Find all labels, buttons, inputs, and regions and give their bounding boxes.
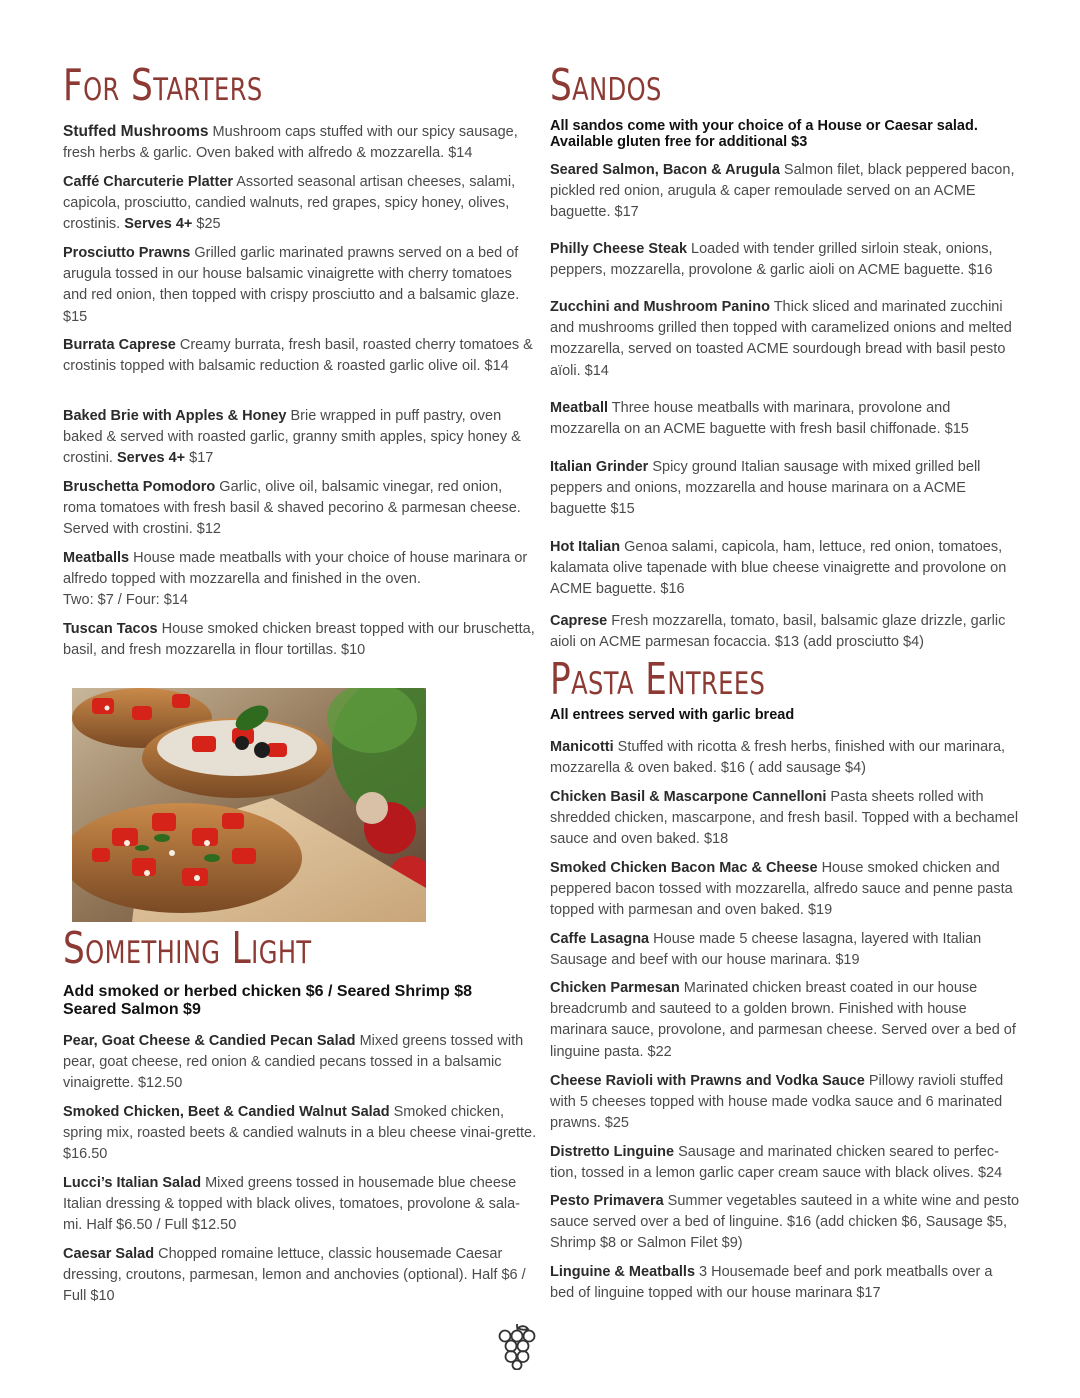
item-desc: Three house meatballs with marinara, provolone and mozzarella on an ACME baguette with fresh basil chiffonade. $15 [550, 400, 969, 438]
item-name: Meatball [550, 400, 609, 416]
item-desc: House made 5 cheese lasagna, layered with Italian Sausage and beef with our house marinara. $19 [550, 931, 982, 969]
menu-item [63, 243, 538, 328]
menu-item [550, 239, 1020, 281]
item-serves: Serves 4+ [124, 216, 193, 233]
menu-item [63, 406, 538, 470]
item-desc: Summer vegetables sauteed in a white wine and pesto sauce served over a bed of linguine. $16 (add chicken $6, Sausage $5, Shrimp $8 or Salmon Filet $9) [550, 1193, 1020, 1252]
section-heading-light: Something Light [63, 923, 312, 974]
item-name: Caesar Salad [63, 1246, 155, 1262]
menu-item [550, 537, 1020, 601]
item-name: Lucci’s Italian Salad [63, 1175, 202, 1191]
item-name: Tuscan Tacos [63, 621, 158, 637]
pasta-note: All entrees served with garlic bread [550, 707, 795, 723]
item-desc: 3 Housemade beef and pork meatballs over a bed of linguine topped with our house marinara $17 [550, 1264, 993, 1302]
menu-item [550, 1262, 1020, 1304]
item-price: $17 [185, 450, 214, 467]
item-desc: Mushroom caps stuffed with our spicy sausage, fresh herbs & garlic. Oven baked with alfredo & mozzarella. $14 [63, 124, 518, 162]
item-desc: Loaded with tender grilled sirloin steak, onions, peppers, mozzarella, provolone & garlic aioli on ACME baguette. $16 [550, 241, 993, 279]
grapes-icon [497, 1322, 537, 1370]
menu-item [550, 297, 1020, 382]
item-desc: House made meatballs with your choice of house marinara or alfredo topped with mozzarella and finished in the oven. [63, 550, 528, 588]
menu-item [550, 1191, 1020, 1255]
item-desc: Sausage and marinated chicken seared to perfec-tion, tossed in a lemon garlic caper cream sauce with black olives. $24 [550, 1144, 1003, 1182]
item-name: Burrata Caprese [63, 337, 176, 353]
menu-item [550, 160, 1020, 224]
item-name: Linguine & Meatballs [550, 1264, 696, 1280]
item-serves: Serves 4+ [117, 450, 186, 467]
bruschetta-photo [72, 688, 426, 922]
item-name: Cheese Ravioli with Prawns and Vodka Sauce [550, 1073, 865, 1089]
item-name: Seared Salmon, Bacon & Arugula [550, 162, 780, 178]
section-heading-sandos: Sandos [550, 60, 662, 111]
menu-item [63, 335, 538, 377]
menu-item [63, 1173, 538, 1237]
item-desc: Salmon filet, black peppered bacon, pickled red onion, arugula & caper remoulade served on an ACME baguette. $17 [550, 162, 1015, 221]
item-name: Chicken Basil & Mascarpone Cannelloni [550, 789, 827, 805]
item-name: Smoked Chicken, Beet & Candied Walnut Salad [63, 1104, 390, 1120]
item-name: Caffé Charcuterie Platter [63, 174, 234, 190]
menu-item [550, 978, 1020, 1063]
item-desc: Mixed greens tossed with pear, goat cheese, red onion & candied pecans tossed in a balsamic vinaigrette. $12.50 [63, 1033, 524, 1092]
item-desc: Pasta sheets rolled with shredded chicken, mascarpone, and fresh basil. Topped with a bechamel sauce and oven baked. $18 [550, 789, 1019, 848]
menu-item [550, 398, 1020, 440]
item-name: Meatballs [63, 550, 130, 566]
menu-item [550, 737, 1020, 779]
menu-item [63, 121, 538, 164]
item-desc: Assorted seasonal artisan cheeses, salami, capicola, prosciutto, candied walnuts, red grapes, spicy honey, olives, crostinis. [63, 174, 516, 233]
menu-item [63, 1244, 538, 1308]
sandos-note-line-2: Available gluten free for additional $3 [550, 134, 808, 150]
menu-item [63, 477, 538, 541]
menu-item [63, 1102, 538, 1166]
menu-item [63, 172, 538, 236]
sandos-note [550, 118, 978, 150]
section-heading-starters: For Starters [63, 60, 263, 111]
item-desc: House smoked chicken and peppered bacon tossed with mozzarella, alfredo sauce and penne pasta topped with parmesan and oven baked. $19 [550, 860, 1013, 919]
item-desc: Creamy burrata, fresh basil, roasted cherry tomatoes & crostinis topped with balsamic reduction & roasted garlic olive oil. $14 [63, 337, 533, 375]
item-name: Smoked Chicken Bacon Mac & Cheese [550, 860, 818, 876]
item-desc: Spicy ground Italian sausage with mixed grilled bell peppers and onions, mozzarella and house marinara on a ACME baguette $15 [550, 459, 981, 518]
menu-item [550, 929, 1020, 971]
item-name: Zucchini and Mushroom Panino [550, 299, 770, 315]
item-desc: Garlic, olive oil, balsamic vinegar, red onion, roma tomatoes with fresh basil & shaved pecorino & parmesan cheese. Served with crostini. $12 [63, 479, 521, 538]
item-name: Prosciutto Prawns [63, 245, 191, 261]
item-name: Pesto Primavera [550, 1193, 664, 1209]
item-name: Caprese [550, 613, 608, 629]
item-name: Pear, Goat Cheese & Candied Pecan Salad [63, 1033, 356, 1049]
menu-item [63, 548, 538, 612]
item-desc: Genoa salami, capicola, ham, lettuce, red onion, tomatoes, kalamata olive tapenade with blue cheese vinaigrette and provolone on ACME baguette. $16 [550, 539, 1007, 598]
item-desc: House smoked chicken breast topped with our bruschetta, basil, and fresh mozzarella in flour tortillas. $10 [63, 621, 535, 659]
menu-item [550, 611, 1020, 653]
item-price: Two: $7 / Four: $14 [63, 592, 188, 609]
item-name: Hot Italian [550, 539, 621, 555]
light-addons-note [63, 983, 472, 1019]
item-desc: Pillowy ravioli stuffed with 5 cheeses topped with house made vodka sauce and 6 marinated prawns. $25 [550, 1073, 1004, 1132]
item-name: Caffe Lasagna [550, 931, 650, 947]
item-name: Philly Cheese Steak [550, 241, 688, 257]
menu-item [550, 787, 1020, 851]
item-name: Chicken Parmesan [550, 980, 680, 996]
item-desc: Fresh mozzarella, tomato, basil, balsamic glaze drizzle, garlic aioli on ACME parmesan focaccia. $13 (add prosciutto $4) [550, 613, 1006, 651]
item-name: Italian Grinder [550, 459, 649, 475]
menu-item [550, 858, 1020, 922]
item-desc: Chopped romaine lettuce, classic housemade Caesar dressing, croutons, parmesan, lemon and anchovies (optional). Half $6 / Full $10 [63, 1246, 526, 1305]
menu-item [550, 1142, 1020, 1184]
menu-item [550, 457, 1020, 521]
menu-item [550, 1071, 1020, 1135]
item-name: Baked Brie with Apples & Honey [63, 408, 287, 424]
item-name: Stuffed Mushrooms [63, 123, 209, 140]
item-name: Manicotti [550, 739, 614, 755]
item-desc: Marinated chicken breast coated in our house breadcrumb and sauteed to a golden brown. Finished with house marinara sauce, provolone, and parmesan cheese. Served over a bed of linguine pasta. $22 [550, 980, 1016, 1060]
sandos-note-line-1: All sandos come with your choice of a House or Caesar salad. [550, 118, 978, 134]
item-desc: Brie wrapped in puff pastry, oven baked & served with roasted garlic, granny smith apples, spicy honey & crostini. [63, 408, 521, 467]
menu-item [63, 1031, 538, 1095]
item-desc: Grilled garlic marinated prawns served on a bed of arugula tossed in our house balsamic vinaigrette with cherry tomatoes and red onion, then topped with crispy prosciutto and a balsamic glaze. $15 [63, 245, 520, 325]
item-price: $25 [192, 216, 221, 233]
item-name: Bruschetta Pomodoro [63, 479, 216, 495]
addons-line-1: Add smoked or herbed chicken $6 / Seared Shrimp $8 [63, 983, 473, 1000]
item-desc: Thick sliced and marinated zucchini and mushrooms grilled then topped with caramelized onions and melted mozzarella, served on toasted ACME sourdough bread with basil pesto aïoli. $14 [550, 299, 1012, 379]
item-desc: Stuffed with ricotta & fresh herbs, finished with our marinara, mozzarella & oven baked. $16 ( add sausage $4) [550, 739, 1006, 777]
item-name: Distretto Linguine [550, 1144, 675, 1160]
item-desc: Mixed greens tossed in housemade blue cheese Italian dressing & topped with black olives, tomatoes, provolone & sala-mi. Half $6.50 / Full $12.50 [63, 1175, 520, 1234]
section-heading-pasta: Pasta Entrees [550, 654, 766, 705]
item-desc: Smoked chicken, spring mix, roasted beets & candied walnuts in a bleu cheese vinai-grette. $16.50 [63, 1104, 537, 1163]
addons-line-2: Seared Salmon $9 [63, 1001, 201, 1018]
menu-item [63, 619, 538, 661]
